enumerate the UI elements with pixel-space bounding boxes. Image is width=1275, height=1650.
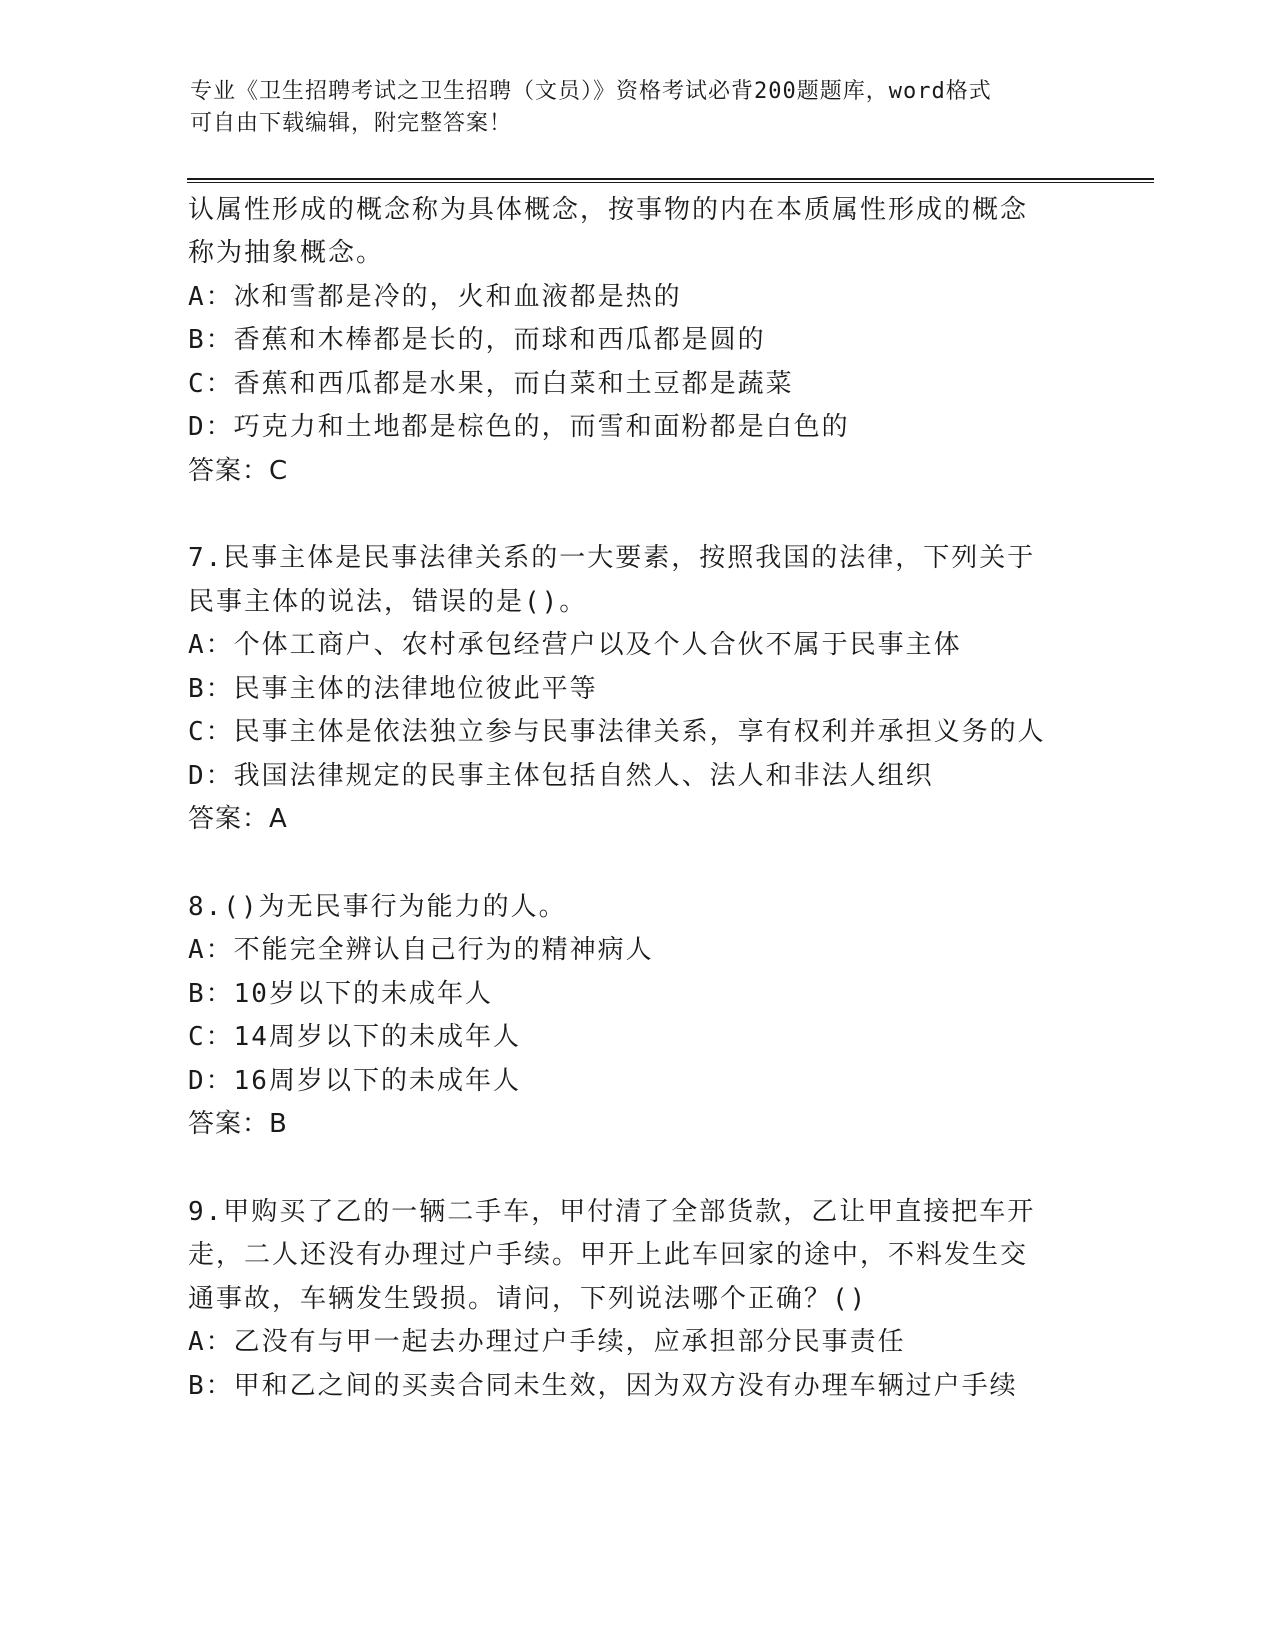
question-6-stem-line-2: 称为抽象概念。: [188, 238, 385, 268]
question-7-option-a: A：个体工商户、农村承包经营户以及个人合伙不属于民事主体: [188, 630, 962, 660]
question-9-option-b: B：甲和乙之间的买卖合同未生效，因为双方没有办理车辆过户手续: [188, 1371, 1018, 1401]
question-7-option-b: B：民事主体的法律地位彼此平等: [188, 674, 598, 704]
header-divider-thin: [187, 182, 1154, 183]
question-7-option-d: D：我国法律规定的民事主体包括自然人、法人和非法人组织: [188, 761, 934, 791]
question-9-stem-line-2: 走，二人还没有办理过户手续。甲开上此车回家的途中，不料发生交: [188, 1240, 1029, 1270]
header-title-line-2: 可自由下载编辑，附完整答案！: [190, 111, 513, 136]
header-title-line-1: 专业《卫生招聘考试之卫生招聘（文员）》资格考试必背200题题库，word格式: [190, 79, 992, 104]
question-6-answer: 答案：C: [188, 456, 289, 486]
question-9-stem-line-3: 通事故，车辆发生毁损。请问，下列说法哪个正确？(): [188, 1284, 868, 1314]
question-6-option-a: A：冰和雪都是冷的，火和血液都是热的: [188, 282, 682, 312]
question-7-stem-line-1: 7.民事主体是民事法律关系的一大要素，按照我国的法律，下列关于: [188, 543, 1036, 573]
header-divider-thick: [187, 178, 1154, 180]
question-7-answer: 答案：A: [188, 804, 288, 834]
question-7-stem-line-2: 民事主体的说法，错误的是()。: [188, 587, 588, 617]
question-8-option-d: D：16周岁以下的未成年人: [188, 1066, 521, 1096]
question-8-option-c: C：14周岁以下的未成年人: [188, 1022, 521, 1052]
question-8-option-b: B：10岁以下的未成年人: [188, 979, 493, 1009]
question-6-option-d: D：巧克力和土地都是棕色的，而雪和面粉都是白色的: [188, 412, 850, 442]
question-8-option-a: A：不能完全辨认自己行为的精神病人: [188, 935, 654, 965]
question-6-option-c: C：香蕉和西瓜都是水果，而白菜和土豆都是蔬菜: [188, 369, 794, 399]
question-7-option-c: C：民事主体是依法独立参与民事法律关系，享有权利并承担义务的人: [188, 717, 1046, 747]
question-6-option-b: B：香蕉和木棒都是长的，而球和西瓜都是圆的: [188, 325, 766, 355]
question-8-answer: 答案：B: [188, 1109, 288, 1139]
question-9-stem-line-1: 9.甲购买了乙的一辆二手车，甲付清了全部货款，乙让甲直接把车开: [188, 1197, 1036, 1227]
question-9-option-a: A：乙没有与甲一起去办理过户手续，应承担部分民事责任: [188, 1327, 906, 1357]
question-8-stem-line-1: 8.()为无民事行为能力的人。: [188, 892, 567, 922]
document-header: [190, 76, 1090, 140]
question-6-stem-line-1: 认属性形成的概念称为具体概念，按事物的内在本质属性形成的概念: [188, 195, 1029, 225]
